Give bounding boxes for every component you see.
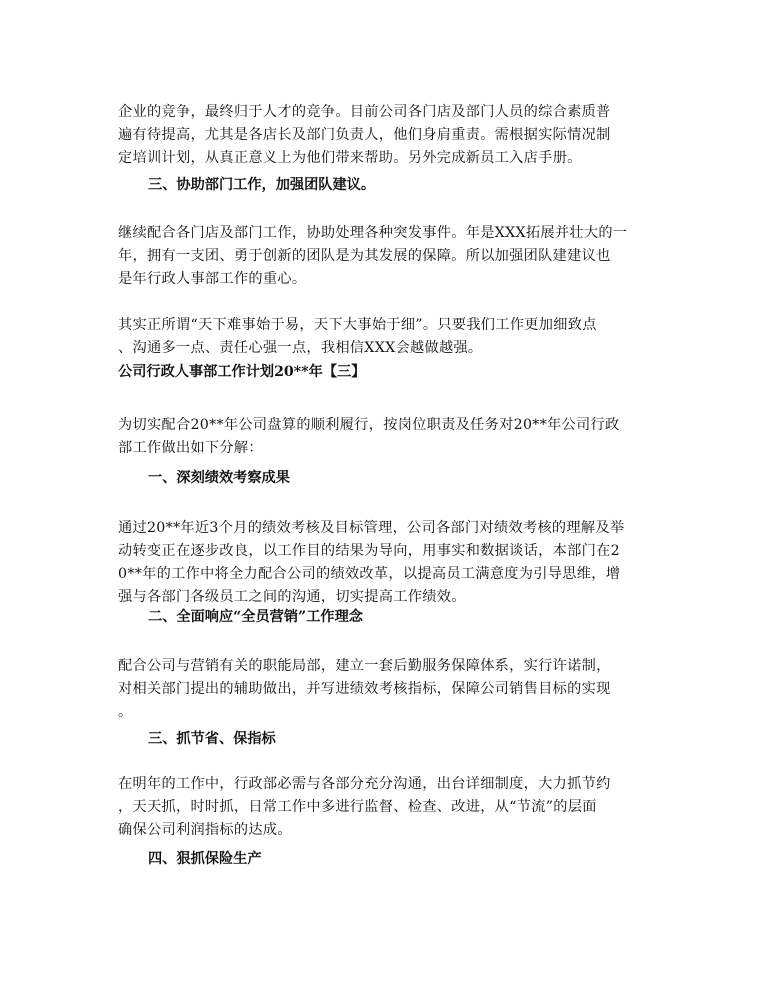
paragraph-details-matter	[118, 314, 663, 360]
paragraph-assist-departments	[118, 222, 663, 291]
paragraph-talent-competition	[118, 101, 663, 170]
text-line: 对相关部门提出的辅助做出，并写进绩效考核指标，保障公司销售目标的实现	[118, 681, 611, 697]
text-line: 确保公司利润指标的达成。	[118, 822, 292, 838]
text-line: 定培训计划，从真正意义上为他们带来帮助。另外完成新员工入店手册。	[118, 150, 582, 166]
section-heading-savings: 三、抓节省、保指标	[148, 731, 276, 747]
text-line: 部工作做出如下分解：	[118, 440, 263, 456]
text-line: 为切实配合20**年公司盘算的顺利履行，按岗位职责及任务对20**年公司行政	[118, 417, 620, 433]
text-line: 。	[118, 704, 133, 720]
text-line: 配合公司与营销有关的职能局部，建立一套后勤服务保障体系，实行许诺制，	[118, 658, 611, 674]
text-line: 动转变正在逐步改良，以工作目的结果为导向，用事实和数据谈话，本部门在2	[118, 543, 620, 559]
paragraph-savings	[118, 773, 663, 842]
text-line: 遍有待提高，尤其是各店长及部门负责人，他们身肩重责。需根据实际情况制	[118, 127, 611, 143]
paragraph-plan-intro	[118, 414, 663, 460]
section-heading-marketing: 二、全面响应“全员营销”工作理念	[148, 609, 363, 625]
section-heading-safety: 四、狠抓保险生产	[148, 851, 262, 867]
text-line: 其实正所谓“天下难事始于易，天下大事始于细”。只要我们工作更加细致点	[118, 317, 597, 333]
plan-title: 公司行政人事部工作计划20**年【三】	[118, 364, 366, 380]
text-line: 在明年的工作中，行政部必需与各部分充分沟通，出台详细制度，大力抓节约	[118, 776, 611, 792]
text-line: 企业的竞争，最终归于人才的竞争。目前公司各门店及部门人员的综合素质普	[118, 104, 611, 120]
text-line: 强与各部门各级员工之间的沟通，切实提高工作绩效。	[118, 589, 466, 605]
text-line: ，天天抓，时时抓，日常工作中多进行监督、检查、改进，从“节流”的层面	[118, 799, 597, 815]
text-line: 年，拥有一支团、勇于创新的团队是为其发展的保障。所以加强团队建建议也	[118, 248, 611, 264]
paragraph-marketing	[118, 655, 663, 724]
text-line: 是年行政人事部工作的重心。	[118, 271, 307, 287]
section-heading-team-building: 三、协助部门工作，加强团队建议。	[148, 177, 376, 193]
text-line: 0**年的工作中将全力配合公司的绩效改革，以提高员工满意度为引导思维，增	[118, 566, 621, 582]
text-line: 通过20**年近3个月的绩效考核及目标管理，公司各部门对绩效考核的理解及举	[118, 520, 625, 536]
section-heading-performance: 一、深刻绩效考察成果	[148, 470, 290, 486]
paragraph-performance	[118, 517, 663, 609]
text-line: 继续配合各门店及部门工作，协助处理各种突发事件。年是XXX拓展并壮大的一	[118, 225, 628, 241]
text-line: 、沟通多一点、责任心强一点，我相信XXX会越做越强。	[118, 340, 483, 356]
